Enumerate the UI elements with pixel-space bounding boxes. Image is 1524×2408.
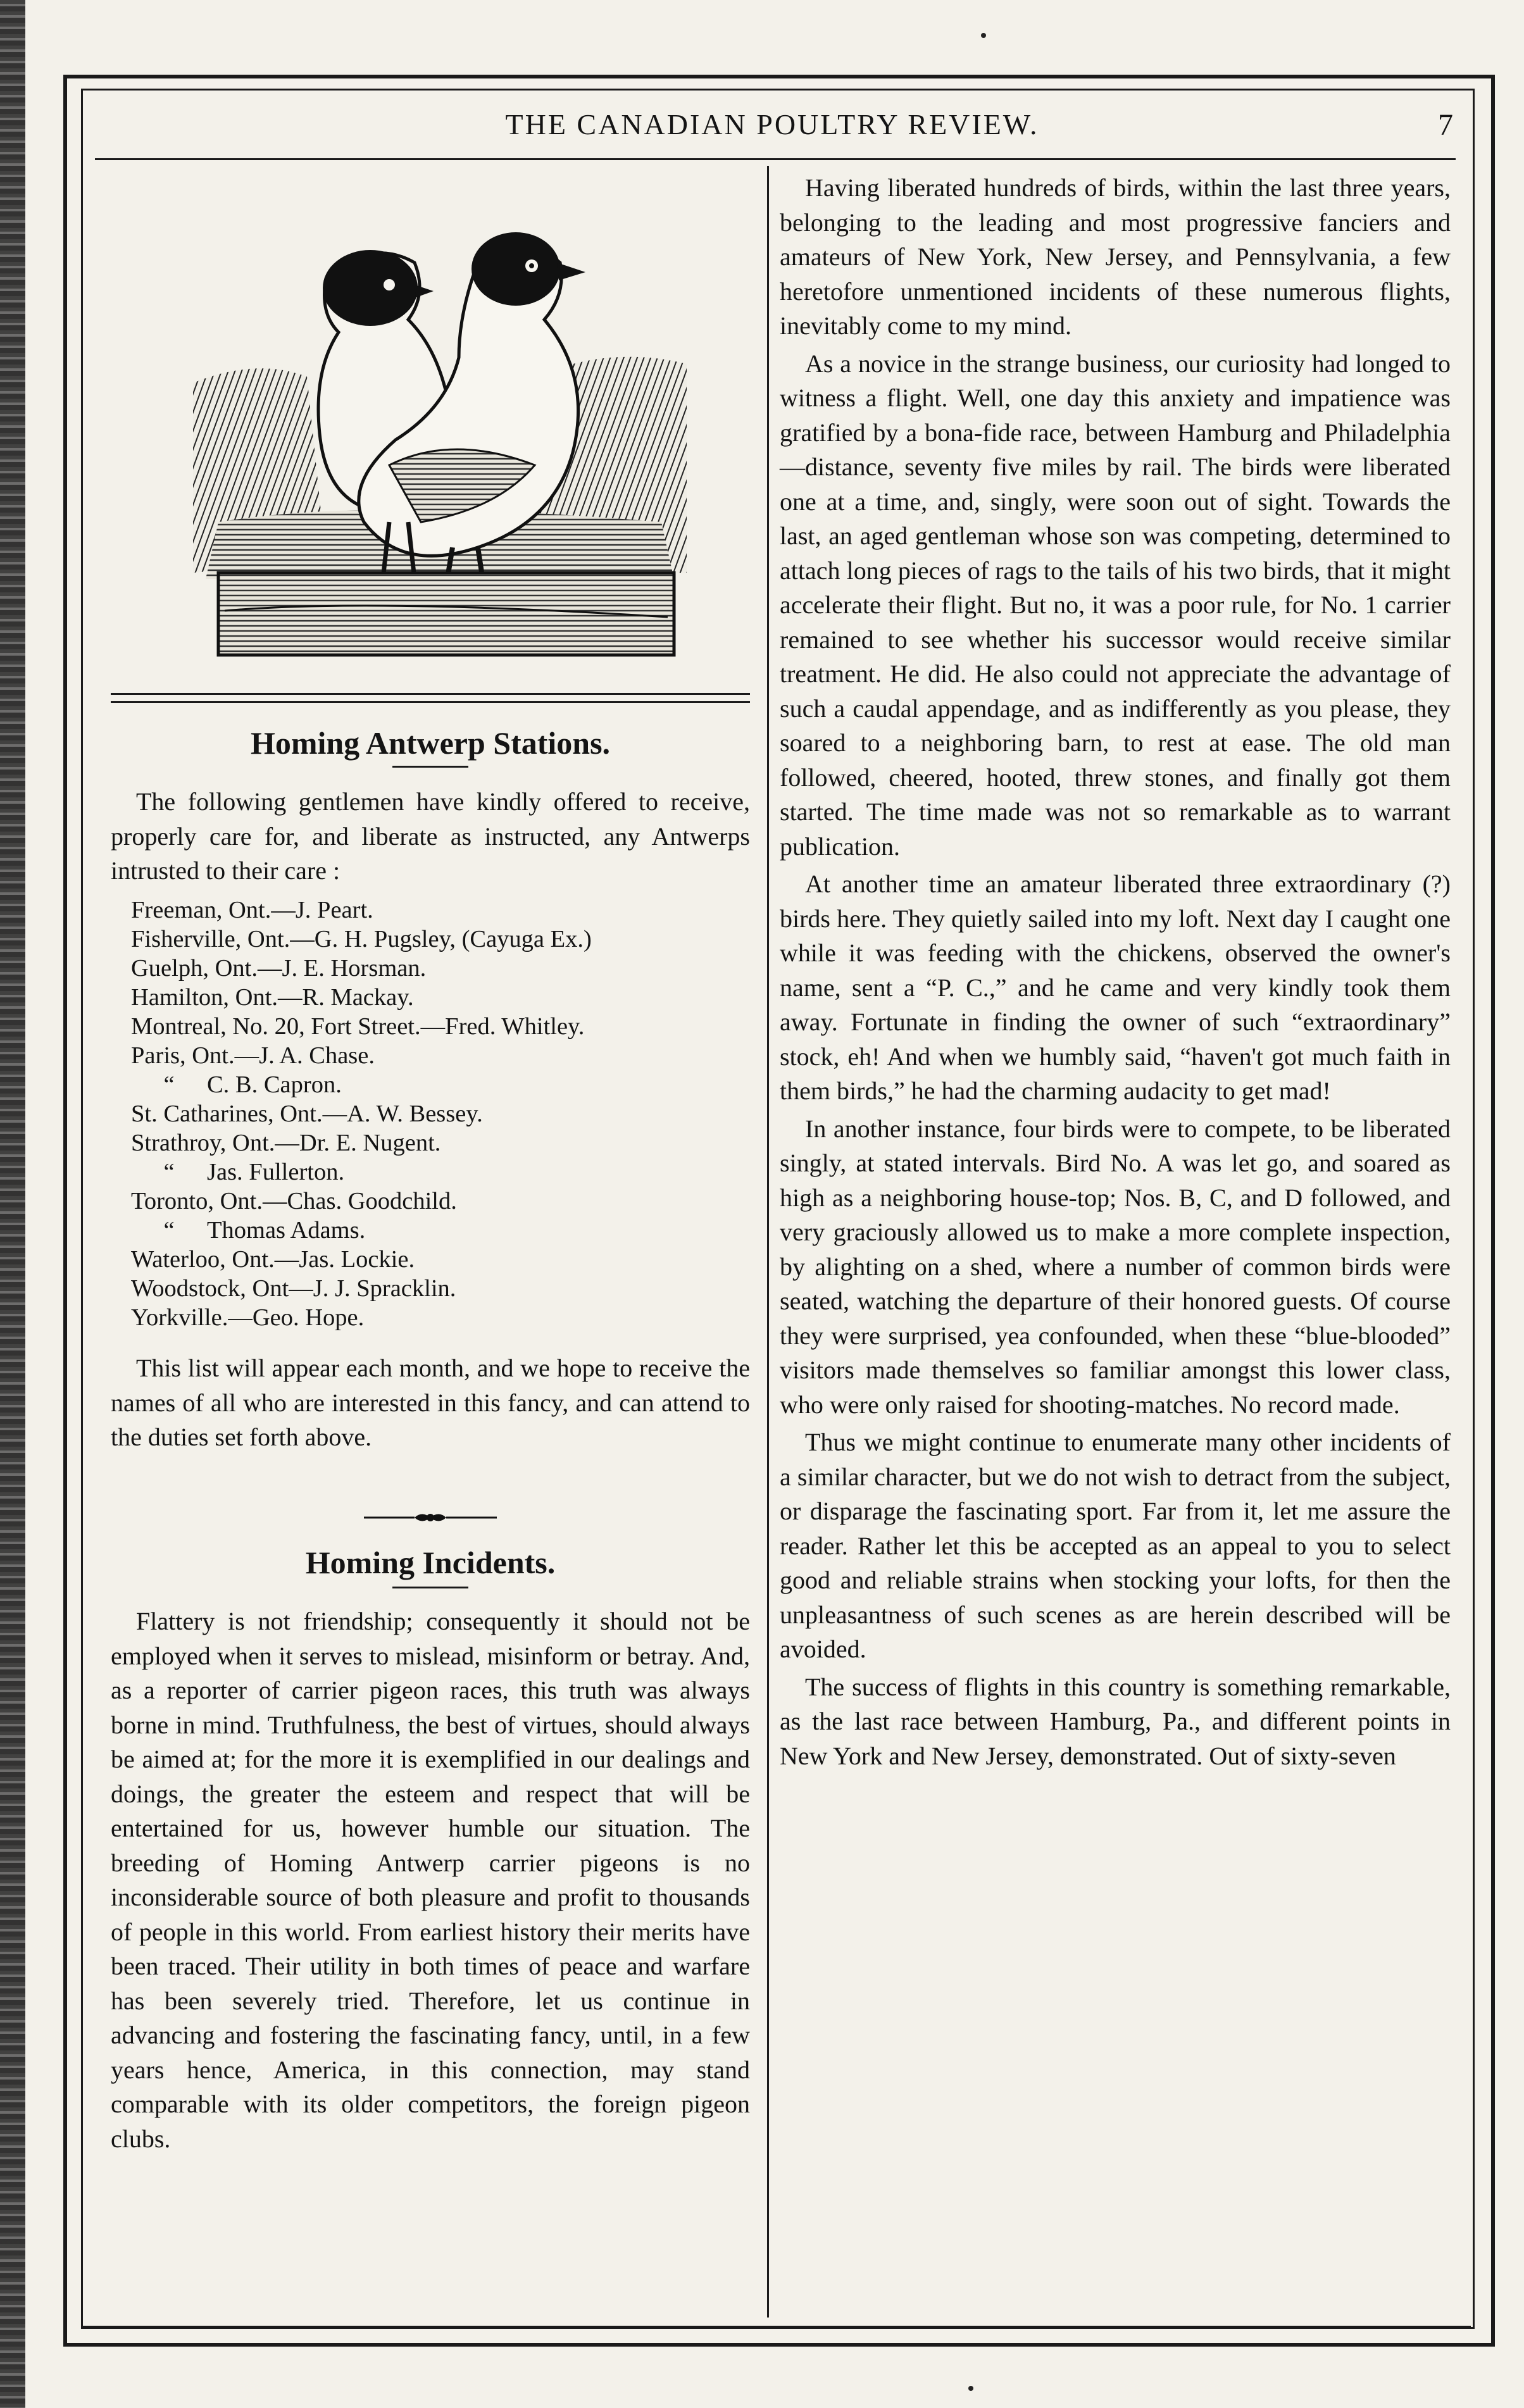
header-rule (95, 158, 1456, 160)
station-entry: Guelph, Ont.—J. E. Horsman. (131, 955, 427, 982)
station-entry-name: Jas. Fullerton. (207, 1159, 345, 1185)
section-separator (111, 693, 750, 703)
running-title: THE CANADIAN POULTRY REVIEW. (505, 108, 1039, 140)
station-entry: St. Catharines, Ont.—A. W. Bessey. (131, 1101, 483, 1127)
speck (968, 2386, 973, 2391)
running-header (89, 101, 1456, 152)
station-entry: Strathroy, Ont.—Dr. E. Nugent. (131, 1130, 441, 1156)
title-underline (392, 766, 468, 768)
ditto-mark: “ (163, 1071, 175, 1098)
stations-intro-text: The following gentlemen have kindly offered to receive, properly care for, and liberate as instructed, any Antwerps intrusted to their care : (111, 787, 750, 885)
station-entry-name: C. B. Capron. (207, 1071, 342, 1098)
pigeons-engraving (180, 168, 699, 661)
station-entry: Montreal, No. 20, Fort Street.—Fred. Whitley. (131, 1013, 585, 1040)
speck (981, 33, 986, 38)
article-paragraph: Thus we might continue to enumerate many other incidents of a similar character, but we do not wish to detract from the subject, or disparage the fascinating sport. Far from it, let me assure the reader. Rather let this be accepted as an appeal to you to select good and reliable strains when stocking your lofts, for then the unpleasantness of such scenes as are herein described will be avoided. (780, 1428, 1451, 1663)
stations-title: Homing Antwerp Stations. (250, 725, 611, 761)
title-underline (392, 1587, 468, 1588)
ditto-mark: “ (163, 1217, 175, 1244)
article-paragraph: The success of flights in this country is something remarkable, as the last race between Hamburg, Pa., and different points in New York and New Jersey, demonstrated. Out of sixty-seven (780, 1672, 1451, 1770)
article-paragraph: At another time an amateur liberated three extraordinary (?) birds here. They quietly sailed into my loft. Next day I caught one while it was feeding with the chickens, observed the owner's name, sent a “P. C.,” and he came and very kindly took them away. Fortunate in finding the owner of such “extraordinary” stock, eh! And when we humbly said, “haven't got much faith in them birds,” he had the charming audacity to get mad! (780, 870, 1451, 1105)
article-continuation (780, 171, 1451, 1776)
article-paragraph: As a novice in the strange business, our curiosity had longed to witness a flight. Well, one day this anxiety and impatience was gratified by a bona-fide race, between Hamburg and Philadelphia—distance, seventy five miles by rail. The birds were liberated one at a time, and, singly, were soon out of sight. Towards the last, an aged gentleman whose son was competing, determined to attach long pieces of rags to the tails of his two birds, that it might accelerate their flight. But no, it was a poor rule, for No. 1 carrier remained to see whether his successor would receive similar treatment. He did. He also could not appreciate the advantage of such a caudal appendage, and as indifferently as you please, they soared to a neighboring barn, to rest at ease. The old man followed, cheered, hooted, threw stones, and finally got them started. The time made was not so remarkable as to warrant publication. (780, 349, 1451, 861)
page-number: 7 (1438, 108, 1453, 142)
station-entry (131, 1070, 748, 1099)
station-entry (131, 1157, 748, 1187)
ornament-divider (364, 1508, 497, 1527)
stations-list (131, 895, 748, 1332)
incidents-title: Homing Incidents. (305, 1545, 556, 1580)
station-entry (131, 1216, 748, 1245)
right-column (780, 171, 1451, 2323)
station-entry: Freeman, Ont.—J. Peart. (131, 897, 373, 923)
station-entry: Toronto, Ont.—Chas. Goodchild. (131, 1188, 457, 1214)
article-paragraph: In another instance, four birds were to compete, to be liberated singly, at stated intervals. Bird No. A was let go, and soared as high as a neighboring house-top; Nos. B, C, and D followed, and very graciously allowed us to make a more complete inspection, by alighting on a shed, where a number of common birds were seated, watching the departure of their honored guests. Of course they were surprised, yea confounded, when these “blue-blooded” visitors made themselves so familiar amongst this lower class, who were only raised for shooting-matches. No record made. (780, 1114, 1451, 1419)
incidents-paragraph: Flattery is not friendship; consequently it should not be employed when it serves to mislead, misinform or betray. And, as a reporter of carrier pigeon races, this truth was always borne in mind. Truthfulness, the best of virtues, should always be aimed at; for the more it is exemplified in our dealings and doings, the greater the esteem and respect that will be entertained for us, however humble our situation. The breeding of Homing Antwerp carrier pigeons is no inconsiderable source of both pleasure and profit to thousands of people in this world. From earliest history their merits have been traced. Their utility in both times of peace and warfare has been severely tried. Therefore, let us continue in advancing and fostering the fascinating fancy, until, in a few years hence, America, in this connection, may stand comparable with its older competitors, the foreign pigeon clubs. (111, 1607, 750, 2153)
incidents-body (111, 1604, 750, 2156)
station-entry-name: Thomas Adams. (207, 1217, 366, 1244)
station-entry: Yorkville.—Geo. Hope. (131, 1304, 365, 1331)
station-entry: Hamilton, Ont.—R. Mackay. (131, 984, 414, 1011)
stations-outro (111, 1351, 750, 1455)
article-paragraph: Having liberated hundreds of birds, within the last three years, belonging to the leading and most progressive fanciers and amateurs of New York, New Jersey, and Pennsylvania, a few heretofore unmentioned incidents of these numerous flights, inevitably come to my mind. (780, 173, 1451, 340)
station-entry: Woodstock, Ont—J. J. Spracklin. (131, 1275, 456, 1302)
station-entry: Fisherville, Ont.—G. H. Pugsley, (Cayuga Ex.) (131, 926, 592, 952)
bottom-rule (81, 2326, 1471, 2328)
stations-intro (111, 785, 750, 889)
left-column (111, 168, 750, 2319)
station-entry: Waterloo, Ont.—Jas. Lockie. (131, 1246, 415, 1273)
ditto-mark: “ (163, 1159, 175, 1185)
column-divider (767, 166, 769, 2318)
binding-edge (0, 0, 25, 2408)
stations-outro-text: This list will appear each month, and we hope to receive the names of all who are interested in this fancy, and can attend to the duties set forth above. (111, 1354, 750, 1451)
station-entry: Paris, Ont.—J. A. Chase. (131, 1042, 375, 1069)
